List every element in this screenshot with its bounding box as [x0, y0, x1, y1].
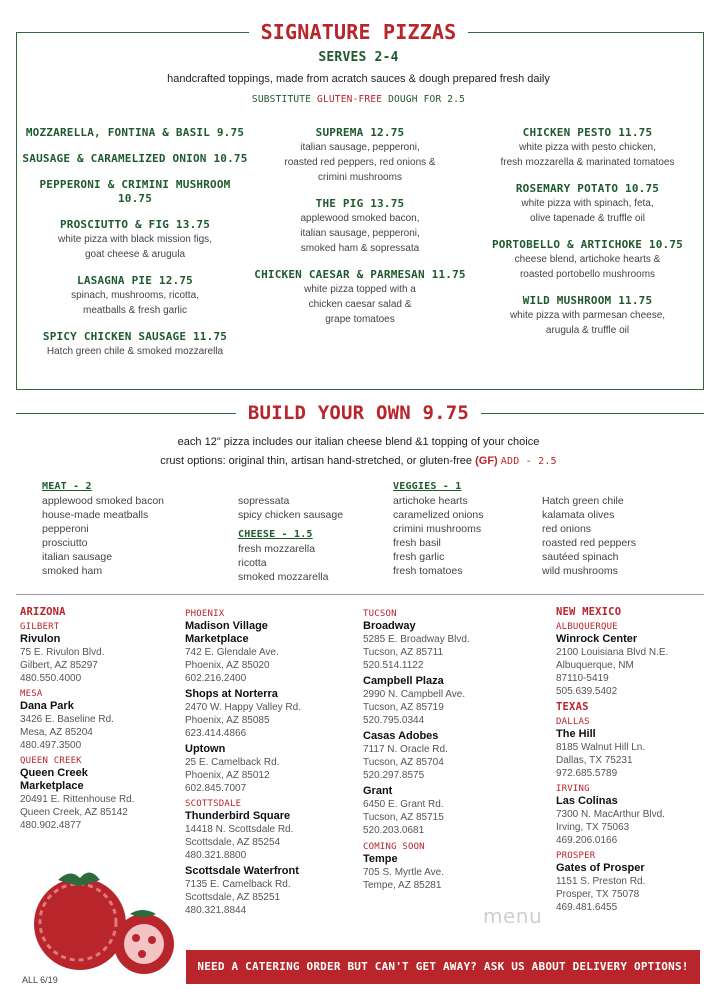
location-address: 14418 N. Scottsdale Rd.	[185, 824, 294, 835]
location-address: 972.685.5789	[556, 768, 618, 779]
gf-badge: (GF)	[475, 455, 498, 467]
locations-column-4	[556, 606, 706, 917]
gluten-free-note	[0, 94, 717, 105]
location-name: Winrock Center	[556, 633, 638, 645]
topping-item: ricotta	[238, 557, 267, 569]
topping-item: wild mushrooms	[542, 565, 618, 577]
location-name: Campbell Plaza	[363, 675, 444, 687]
pizza-item	[250, 126, 470, 185]
city-heading: PROSPER	[556, 851, 596, 861]
city-heading: GILBERT	[20, 622, 60, 632]
location-name: Tempe	[363, 853, 398, 865]
topping-item: prosciutto	[42, 537, 88, 549]
crust-options-text: crust options: original thin, artisan hand-stretched, or gluten-free	[160, 455, 473, 467]
pizza-description: grape tomatoes	[325, 314, 395, 325]
pizza-description: meatballs & fresh garlic	[83, 305, 187, 316]
topping-item: spicy chicken sausage	[238, 509, 344, 521]
location-entry	[556, 728, 706, 780]
pizza-description: smoked ham & sopressata	[300, 243, 420, 254]
location-address: 8185 Walnut Hill Ln.	[556, 742, 646, 753]
location-name: Broadway	[363, 620, 416, 632]
gf-add-price: ADD - 2.5	[500, 456, 557, 467]
state-heading: ARIZONA	[20, 606, 66, 618]
location-entry	[185, 620, 360, 685]
cheese-heading: CHEESE - 1.5	[238, 529, 313, 540]
location-address: Irving, TX 75063	[556, 822, 630, 833]
topping-item: sopressata	[238, 495, 290, 507]
location-address: Tucson, AZ 85719	[363, 702, 444, 713]
location-address: 520.203.0681	[363, 825, 425, 836]
topping-item: fresh mozzarella	[238, 543, 316, 555]
pizza-description: olive tapenade & truffle oil	[530, 213, 645, 224]
location-address: 469.206.0166	[556, 835, 618, 846]
pizza-column-1	[22, 126, 248, 371]
location-address: 2470 W. Happy Valley Rd.	[185, 702, 301, 713]
location-address: 7117 N. Oracle Rd.	[363, 744, 448, 755]
pizza-name: SAUSAGE & CARAMELIZED ONION 10.75	[22, 152, 248, 165]
locations-column-1	[20, 606, 180, 835]
topping-item: pepperoni	[42, 523, 89, 535]
locations-divider	[16, 594, 704, 595]
build-your-own-title: BUILD YOUR OWN 9.75	[236, 402, 481, 424]
veggies-heading: VEGGIES - 1	[393, 481, 462, 492]
location-address: 7300 N. MacArthur Blvd.	[556, 809, 665, 820]
location-name: Rivulon	[20, 633, 61, 645]
location-address: Tempe, AZ 85281	[363, 880, 442, 891]
location-address: Tucson, AZ 85711	[363, 647, 444, 658]
location-entry	[185, 865, 360, 917]
toppings-veggies-column	[393, 480, 538, 578]
location-address: 623.414.4866	[185, 728, 247, 739]
location-entry	[556, 862, 706, 914]
pizza-description: white pizza with pesto chicken,	[519, 142, 656, 153]
topping-item: kalamata olives	[542, 509, 615, 521]
locations-column-2	[185, 606, 360, 920]
location-address: 480.321.8800	[185, 850, 247, 861]
gf-word: GLUTEN-FREE	[317, 94, 383, 105]
pizza-description: white pizza with parmesan cheese,	[509, 310, 666, 321]
toppings-meat-column	[42, 480, 232, 578]
location-entry	[185, 743, 360, 795]
pizza-description: white pizza with black mission figs,	[58, 234, 212, 245]
city-heading: ALBUQUERQUE	[556, 622, 618, 632]
pizza-item	[475, 126, 700, 170]
pizza-name: PORTOBELLO & ARTICHOKE 10.75	[491, 238, 684, 251]
topping-item: smoked mozzarella	[238, 571, 329, 583]
meat-list	[42, 494, 232, 578]
topping-item: house-made meatballs	[42, 509, 149, 521]
location-address: 480.497.3500	[20, 740, 82, 751]
meat-heading: MEAT - 2	[42, 481, 92, 492]
city-heading: MESA	[20, 689, 43, 699]
location-name: Dana Park	[20, 700, 74, 712]
location-address: Albuquerque, NM	[556, 660, 634, 671]
location-name: Casas Adobes	[363, 730, 439, 742]
location-name: Queen Creek	[20, 767, 88, 779]
pizza-description: roasted portobello mushrooms	[519, 269, 656, 280]
state-heading: TEXAS	[556, 701, 589, 713]
location-address: 6450 E. Grant Rd.	[363, 799, 444, 810]
menu-date: ALL 6/19	[22, 975, 58, 985]
location-entry	[363, 730, 543, 782]
pizza-description: applewood smoked bacon,	[300, 213, 420, 224]
location-address: Queen Creek, AZ 85142	[20, 807, 128, 818]
topping-item: roasted red peppers	[542, 537, 636, 549]
pizza-item	[22, 178, 248, 206]
location-address: 5285 E. Broadway Blvd.	[363, 634, 470, 645]
location-address: Tucson, AZ 85715	[363, 812, 444, 823]
signature-subtitle: handcrafted toppings, made from acratch sauces & dough prepared fresh daily	[167, 73, 550, 85]
topping-item: fresh tomatoes	[393, 565, 463, 577]
state-heading: NEW MEXICO	[556, 606, 622, 618]
location-address: 469.481.6455	[556, 902, 618, 913]
location-address: Dallas, TX 75231	[556, 755, 633, 766]
toppings-meat-cheese-column	[238, 494, 388, 584]
pizza-name: THE PIG 13.75	[315, 197, 405, 210]
location-entry	[363, 853, 543, 892]
pizza-item	[22, 274, 248, 318]
location-entry	[556, 795, 706, 847]
pizza-description: chicken caesar salad &	[308, 299, 412, 310]
location-address: Phoenix, AZ 85020	[185, 660, 270, 671]
pizza-item	[250, 197, 470, 256]
location-name: Grant	[363, 785, 393, 797]
location-name: Scottsdale Waterfront	[185, 865, 299, 877]
city-heading: PHOENIX	[185, 609, 225, 619]
location-entry	[363, 620, 543, 672]
topping-item: Hatch green chile	[542, 495, 624, 507]
city-heading: SCOTTSDALE	[185, 799, 242, 809]
pizza-description: goat cheese & arugula	[84, 249, 186, 260]
gf-suffix: DOUGH FOR 2.5	[388, 94, 466, 105]
pizza-name: SUPREMA 12.75	[315, 126, 405, 139]
pizza-description: spinach, mushrooms, ricotta,	[71, 290, 199, 301]
locations-column-3	[363, 606, 543, 895]
location-address: Phoenix, AZ 85085	[185, 715, 270, 726]
location-address: 2990 N. Campbell Ave.	[363, 689, 466, 700]
pizza-description: italian sausage, pepperoni,	[300, 228, 420, 239]
topping-item: applewood smoked bacon	[42, 495, 165, 507]
location-name: Uptown	[185, 743, 226, 755]
pizza-name: LASAGNA PIE 12.75	[77, 274, 193, 287]
pizza-item	[22, 152, 248, 166]
veggies-list	[393, 494, 538, 578]
location-address: Gilbert, AZ 85297	[20, 660, 98, 671]
catering-banner: NEED A CATERING ORDER BUT CAN'T GET AWAY? ASK US ABOUT DELIVERY OPTIONS!	[186, 950, 700, 984]
location-name: Madison Village	[185, 620, 268, 632]
location-address: 75 E. Rivulon Blvd.	[20, 647, 105, 658]
pizza-description: Hatch green chile & smoked mozzarella	[46, 346, 224, 357]
location-name: The Hill	[556, 728, 596, 740]
location-address: 705 S. Myrtle Ave.	[363, 867, 444, 878]
topping-item: fresh garlic	[393, 551, 445, 563]
topping-item: caramelized onions	[393, 509, 484, 521]
location-address: 87110-5419	[556, 673, 609, 684]
location-name: Thunderbird Square	[185, 810, 291, 822]
location-name: Marketplace	[185, 633, 249, 645]
location-address: 1151 S. Preston Rd.	[556, 876, 646, 887]
location-address: 480.550.4000	[20, 673, 82, 684]
city-heading: TUCSON	[363, 609, 397, 619]
signature-pizzas-title: SIGNATURE PIZZAS	[249, 20, 469, 44]
location-name: Las Colinas	[556, 795, 618, 807]
city-heading: QUEEN CREEK	[20, 756, 82, 766]
pizza-name: CHICKEN PESTO 11.75	[522, 126, 653, 139]
topping-item: smoked ham	[42, 565, 103, 577]
topping-item: fresh basil	[393, 537, 441, 549]
location-entry	[185, 810, 360, 862]
pizza-description: arugula & truffle oil	[545, 325, 630, 336]
pizza-item	[22, 126, 248, 140]
coming-soon-label: COMING SOON	[363, 842, 425, 852]
pizza-item	[475, 238, 700, 282]
location-address: 602.845.7007	[185, 783, 247, 794]
location-address: Scottsdale, AZ 85254	[185, 837, 281, 848]
location-name: Gates of Prosper	[556, 862, 645, 874]
location-address: Phoenix, AZ 85012	[185, 770, 270, 781]
location-entry	[363, 675, 543, 727]
location-address: 20491 E. Rittenhouse Rd.	[20, 794, 135, 805]
topping-item: italian sausage	[42, 551, 113, 563]
pizza-name: SPICY CHICKEN SAUSAGE 11.75	[42, 330, 228, 343]
veggies-list-2	[542, 494, 702, 578]
location-address: 25 E. Camelback Rd.	[185, 757, 280, 768]
pizza-description: crimini mushrooms	[318, 172, 402, 183]
location-address: 742 E. Glendale Ave.	[185, 647, 279, 658]
pizza-column-2	[250, 126, 470, 339]
pizza-item	[475, 182, 700, 226]
pizza-name: ROSEMARY POTATO 10.75	[515, 182, 660, 195]
byo-crust-options	[0, 455, 717, 467]
pizza-description: white pizza with spinach, feta,	[521, 198, 654, 209]
pizza-name: PEPPERONI & CRIMINI MUSHROOM 10.75	[39, 178, 231, 205]
location-entry	[556, 633, 706, 698]
topping-item: sautéed spinach	[542, 551, 619, 563]
location-address: 480.321.8844	[185, 905, 247, 916]
location-address: 2100 Louisiana Blvd N.E.	[556, 647, 669, 658]
city-heading: DALLAS	[556, 717, 590, 727]
pizza-name: PROSCIUTTO & FIG 13.75	[59, 218, 211, 231]
serves-label: SERVES 2-4	[318, 50, 399, 65]
location-address: Scottsdale, AZ 85251	[185, 892, 281, 903]
pizza-item	[22, 218, 248, 262]
pizza-description: fresh mozzarella & marinated tomatoes	[500, 157, 675, 168]
topping-item: crimini mushrooms	[393, 523, 482, 535]
pizza-name: WILD MUSHROOM 11.75	[522, 294, 653, 307]
city-heading: IRVING	[556, 784, 590, 794]
pizza-name: MOZZARELLA, FONTINA & BASIL 9.75	[25, 126, 245, 139]
location-entry	[20, 633, 180, 685]
location-entry	[185, 688, 360, 740]
pizza-description: white pizza topped with a	[304, 284, 416, 295]
tomato-illustration	[18, 862, 178, 978]
location-name: Shops at Norterra	[185, 688, 278, 700]
location-address: 602.216.2400	[185, 673, 247, 684]
byo-description: each 12" pizza includes our italian cheese blend &1 topping of your choice	[177, 436, 540, 448]
location-address: 520.297.8575	[363, 770, 425, 781]
location-address: Tucson, AZ 85704	[363, 757, 444, 768]
location-address: 7135 E. Camelback Rd.	[185, 879, 291, 890]
location-address: Mesa, AZ 85204	[20, 727, 93, 738]
location-name: Marketplace	[20, 780, 84, 792]
pizza-item	[250, 268, 470, 327]
toppings-veggies-column-2	[542, 494, 702, 578]
pizza-description: cheese blend, artichoke hearts &	[514, 254, 661, 265]
meat-list-2	[238, 494, 388, 522]
topping-item: red onions	[542, 523, 592, 535]
location-address: Prosper, TX 75078	[556, 889, 640, 900]
location-entry	[20, 700, 180, 752]
location-address: 520.795.0344	[363, 715, 425, 726]
location-entry	[20, 767, 180, 832]
cheese-list	[238, 542, 388, 584]
pizza-item	[22, 330, 248, 359]
pizza-column-3	[475, 126, 700, 350]
gf-prefix: SUBSTITUTE	[251, 94, 312, 105]
location-address: 505.639.5402	[556, 686, 618, 697]
location-address: 3426 E. Baseline Rd.	[20, 714, 114, 725]
pizza-description: italian sausage, pepperoni,	[300, 142, 420, 153]
location-address: 520.514.1122	[363, 660, 424, 671]
watermark: menu	[483, 904, 543, 928]
location-entry	[363, 785, 543, 837]
location-address: 480.902.4877	[20, 820, 82, 831]
pizza-item	[475, 294, 700, 338]
topping-item: artichoke hearts	[393, 495, 468, 507]
pizza-name: CHICKEN CAESAR & PARMESAN 11.75	[254, 268, 466, 281]
pizza-description: roasted red peppers, red onions &	[284, 157, 436, 168]
